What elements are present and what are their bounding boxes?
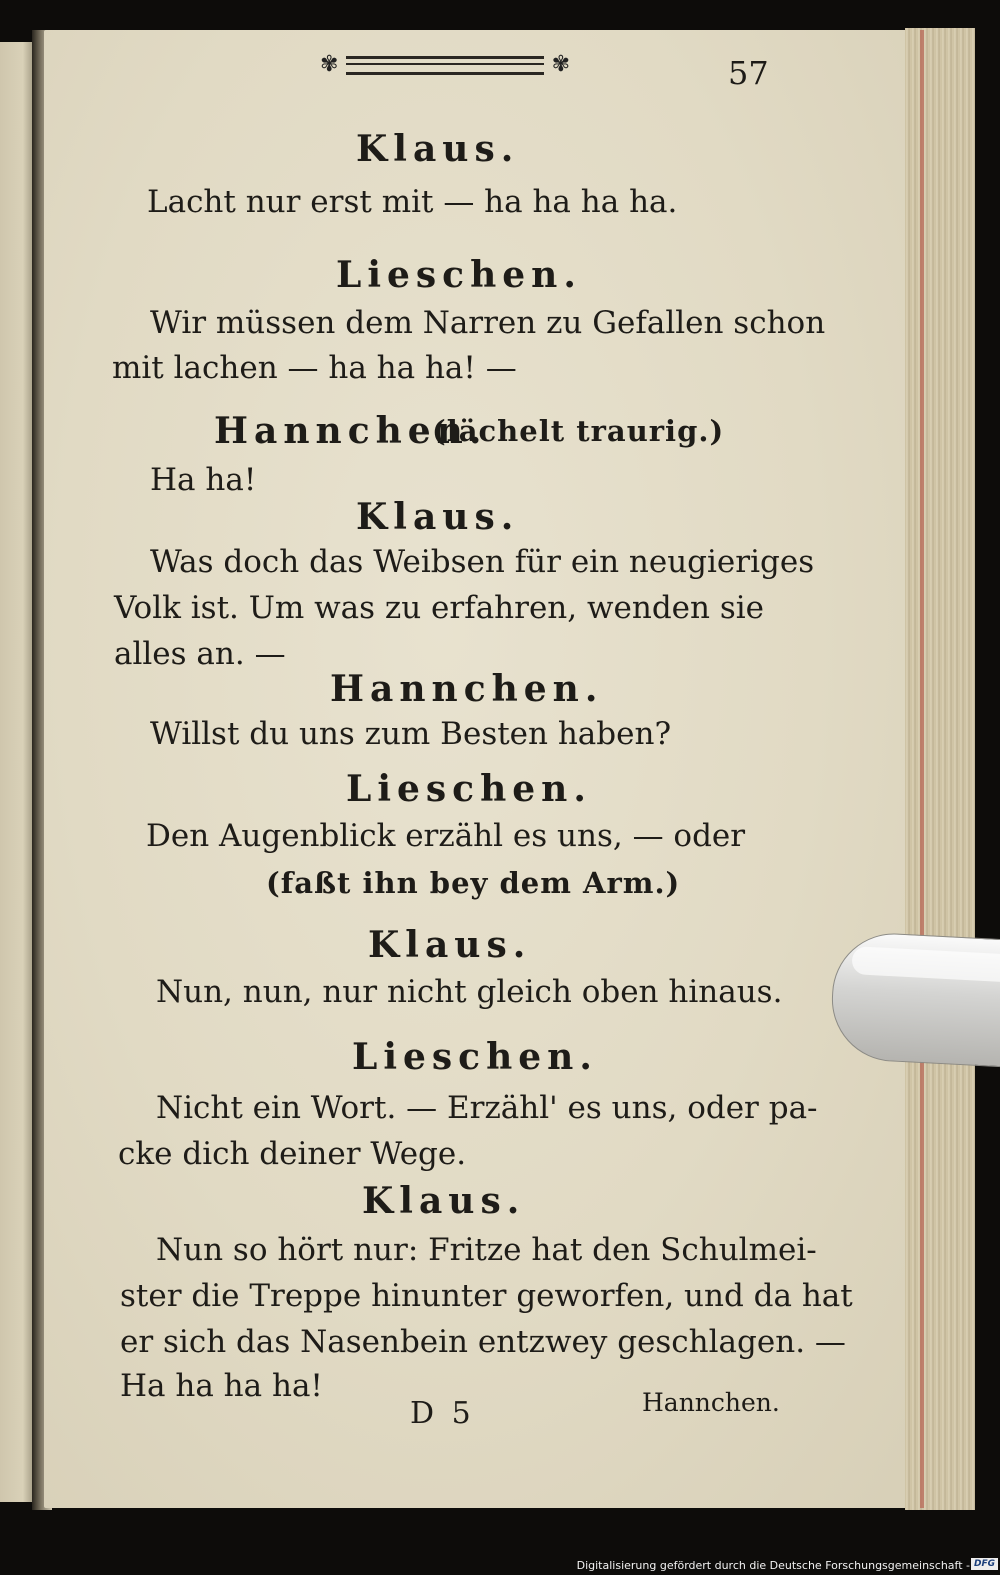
dialogue-line: cke dich deiner Wege.	[118, 1136, 467, 1172]
page-edge-stripe	[920, 30, 924, 1508]
dialogue-line: Volk ist. Um was zu erfahren, wenden sie	[114, 590, 765, 626]
speaker-heading: Hannchen.	[214, 410, 488, 452]
digitization-footer	[0, 1557, 1000, 1575]
dialogue-line: Ha ha!	[150, 462, 257, 498]
flower-ornament-right-icon: ✾	[551, 52, 570, 77]
page-stack-edge	[905, 28, 975, 1510]
dialogue-line: Nun so hört nur: Fritze hat den Schulmei-	[156, 1232, 817, 1268]
stage-direction: (faßt ihn bey dem Arm.)	[266, 866, 681, 900]
speaker-heading: Lieschen.	[352, 1036, 598, 1078]
dialogue-line: Ha ha ha ha!	[120, 1368, 323, 1404]
catchword: Hannchen.	[642, 1388, 780, 1417]
dialogue-line: alles an. —	[114, 636, 286, 672]
speaker-heading: Lieschen.	[346, 768, 592, 810]
dialogue-line: Den Augenblick erzähl es uns, — oder	[146, 818, 746, 854]
speaker-heading: Klaus.	[362, 1180, 526, 1222]
dialogue-line: er sich das Nasenbein entzwey geschlagen. —	[120, 1324, 846, 1360]
speaker-heading: Hannchen.	[330, 668, 604, 710]
dialogue-line: Lacht nur erst mit — ha ha ha ha.	[147, 184, 678, 220]
dfg-logo: DFG	[971, 1558, 998, 1570]
header-rule	[346, 56, 543, 75]
speaker-heading: Klaus.	[368, 924, 532, 966]
dialogue-line: Was doch das Weibsen für ein neugieriges	[150, 544, 815, 580]
stage-direction: (lächelt traurig.)	[432, 414, 725, 448]
dialogue-line: mit lachen — ha ha ha! —	[112, 350, 517, 386]
dialogue-line: ster die Treppe hinunter geworfen, und da hat	[120, 1278, 853, 1314]
header-ornament	[320, 50, 570, 80]
dialogue-line: Willst du uns zum Besten haben?	[150, 716, 672, 752]
dialogue-line: Nicht ein Wort. — Erzähl' es uns, oder pa-	[156, 1090, 818, 1126]
digitization-credit: Digitalisierung gefördert durch die Deutsche Forschungsgemeinschaft -	[576, 1559, 970, 1572]
speaker-heading: Klaus.	[356, 128, 520, 170]
dialogue-line: Wir müssen dem Narren zu Gefallen schon	[150, 305, 826, 341]
speaker-heading: Klaus.	[356, 496, 520, 538]
dialogue-line: Nun, nun, nur nicht gleich oben hinaus.	[156, 974, 783, 1010]
signature-mark: D 5	[410, 1396, 475, 1431]
speaker-heading: Lieschen.	[336, 254, 582, 296]
flower-ornament-left-icon: ✾	[320, 52, 339, 77]
page-number: 57	[728, 54, 769, 92]
